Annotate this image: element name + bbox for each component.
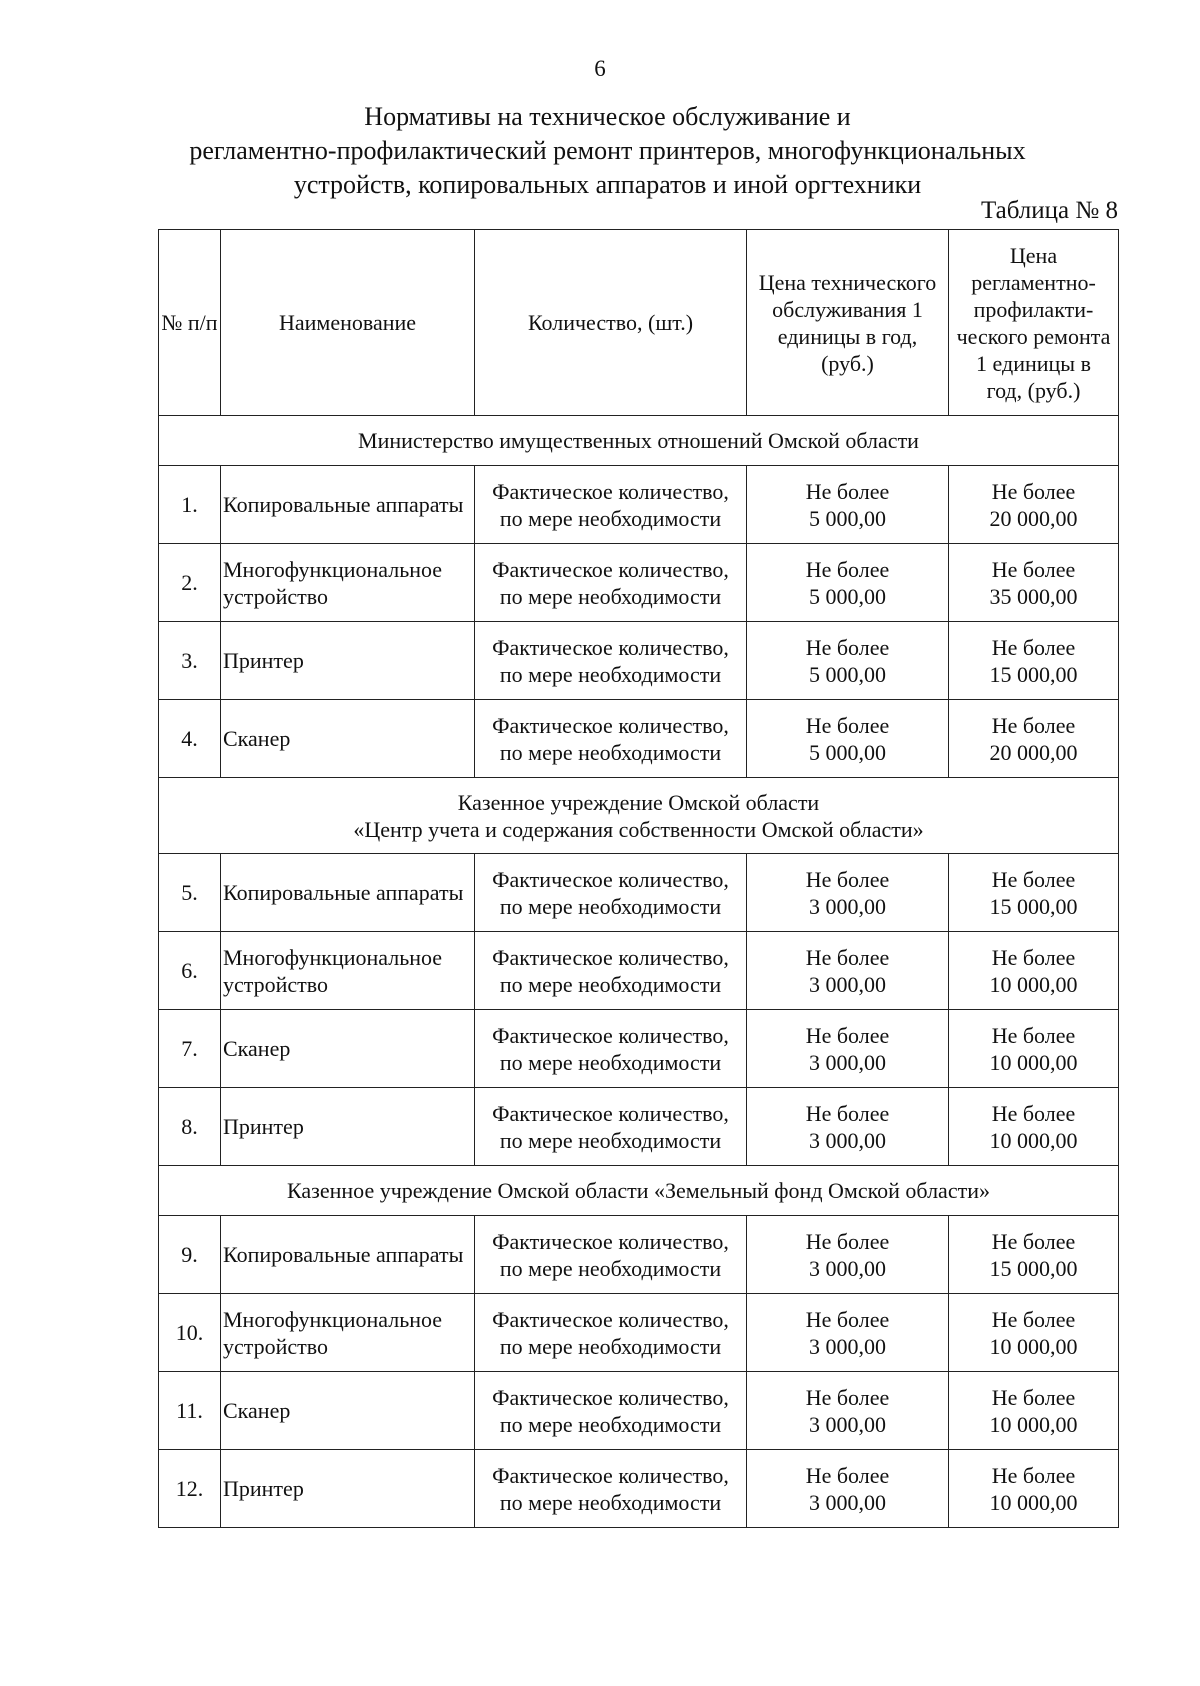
row-repair-price (949, 700, 1119, 778)
header-qty: Количество, (шт.) (475, 230, 747, 416)
service-price-line: Не более (805, 478, 890, 504)
quantity-line: по мере необходимости (499, 739, 722, 765)
quantity-line: Фактическое количество, (492, 478, 729, 504)
header-repair-line: профилакти- (973, 296, 1094, 322)
quantity-line: Фактическое количество, (492, 1384, 729, 1410)
quantity-line: Фактическое количество, (492, 1462, 729, 1488)
quantity-line: Фактическое количество, (492, 712, 729, 738)
section-title (159, 1166, 1119, 1216)
document-title (120, 100, 1095, 202)
service-price-line: Не более (805, 1100, 890, 1126)
table-header-row (159, 230, 1119, 416)
row-quantity (475, 854, 747, 932)
row-service-price (747, 1088, 949, 1166)
header-repair-line: регламентно- (971, 269, 1096, 295)
table-row (159, 1088, 1119, 1166)
repair-price-line: 10 000,00 (989, 1127, 1078, 1153)
row-repair-price (949, 1372, 1119, 1450)
row-number: 4. (159, 700, 221, 778)
header-service-line: обслуживания 1 (772, 296, 923, 322)
repair-price-line: Не более (991, 556, 1076, 582)
quantity-line: Фактическое количество, (492, 1306, 729, 1332)
service-price-line: Не более (805, 1228, 890, 1254)
row-name: Принтер (221, 622, 475, 700)
quantity-line: по мере необходимости (499, 1489, 722, 1515)
section-title-line: Министерство имущественных отношений Омской области (358, 428, 919, 453)
service-price-line: Не более (805, 1306, 890, 1332)
header-repair-price (949, 230, 1119, 416)
row-number: 1. (159, 466, 221, 544)
repair-price-line: Не более (991, 1462, 1076, 1488)
row-name: Копировальные аппараты (221, 466, 475, 544)
service-price-line: 3 000,00 (809, 1255, 886, 1281)
header-repair-line: ческого ремонта (956, 323, 1111, 349)
row-number: 9. (159, 1216, 221, 1294)
quantity-line: Фактическое количество, (492, 556, 729, 582)
repair-price-line: 10 000,00 (989, 1489, 1078, 1515)
row-name: Многофункциональное устройство (221, 1294, 475, 1372)
table-row (159, 932, 1119, 1010)
service-price-line: Не более (805, 556, 890, 582)
row-name: Принтер (221, 1450, 475, 1528)
quantity-line: по мере необходимости (499, 1255, 722, 1281)
row-number: 11. (159, 1372, 221, 1450)
repair-price-line: Не более (991, 866, 1076, 892)
header-repair-line: Цена (1009, 242, 1058, 268)
table-caption: Таблица № 8 (980, 197, 1118, 224)
table-row (159, 1010, 1119, 1088)
service-price-line: 3 000,00 (809, 1411, 886, 1437)
repair-price-line: 15 000,00 (989, 893, 1078, 919)
repair-price-line: 10 000,00 (989, 1411, 1078, 1437)
row-name: Многофункциональное устройство (221, 544, 475, 622)
repair-price-line: 15 000,00 (989, 1255, 1078, 1281)
table-row (159, 622, 1119, 700)
row-service-price (747, 700, 949, 778)
quantity-line: Фактическое количество, (492, 944, 729, 970)
table-row (159, 544, 1119, 622)
row-number: 2. (159, 544, 221, 622)
service-price-line: Не более (805, 634, 890, 660)
row-name: Сканер (221, 1372, 475, 1450)
header-service-line: (руб.) (821, 350, 874, 376)
quantity-line: по мере необходимости (499, 1333, 722, 1359)
row-repair-price (949, 932, 1119, 1010)
repair-price-line: Не более (991, 1384, 1076, 1410)
repair-price-line: 35 000,00 (989, 583, 1078, 609)
row-number: 12. (159, 1450, 221, 1528)
row-service-price (747, 1216, 949, 1294)
service-price-line: 5 000,00 (809, 739, 886, 765)
repair-price-line: 10 000,00 (989, 1049, 1078, 1075)
row-number: 3. (159, 622, 221, 700)
row-name: Сканер (221, 1010, 475, 1088)
repair-price-line: Не более (991, 478, 1076, 504)
service-price-line: 3 000,00 (809, 971, 886, 997)
repair-price-line: Не более (991, 1022, 1076, 1048)
service-price-line: Не более (805, 712, 890, 738)
header-num: № п/п (159, 230, 221, 416)
row-quantity (475, 1216, 747, 1294)
row-repair-price (949, 1216, 1119, 1294)
quantity-line: по мере необходимости (499, 661, 722, 687)
row-quantity (475, 700, 747, 778)
title-line: устройств, копировальных аппаратов и иной оргтехники (293, 170, 922, 199)
repair-price-line: 15 000,00 (989, 661, 1078, 687)
service-price-line: Не более (805, 1462, 890, 1488)
row-repair-price (949, 1088, 1119, 1166)
section-title (159, 416, 1119, 466)
service-price-line: 3 000,00 (809, 1333, 886, 1359)
repair-price-line: 10 000,00 (989, 971, 1078, 997)
row-repair-price (949, 1450, 1119, 1528)
repair-price-line: Не более (991, 712, 1076, 738)
row-number: 7. (159, 1010, 221, 1088)
row-quantity (475, 1088, 747, 1166)
row-repair-price (949, 854, 1119, 932)
section-row (159, 416, 1119, 466)
title-line: регламентно-профилактический ремонт принтеров, многофункциональных (189, 136, 1026, 165)
row-number: 5. (159, 854, 221, 932)
row-service-price (747, 544, 949, 622)
row-name: Многофункциональное устройство (221, 932, 475, 1010)
row-repair-price (949, 1294, 1119, 1372)
row-quantity (475, 1450, 747, 1528)
row-service-price (747, 932, 949, 1010)
quantity-line: по мере необходимости (499, 893, 722, 919)
section-row (159, 1166, 1119, 1216)
row-service-price (747, 1450, 949, 1528)
row-quantity (475, 622, 747, 700)
repair-price-line: Не более (991, 1306, 1076, 1332)
section-title-line: «Центр учета и содержания собственности Омской области» (353, 816, 924, 842)
header-repair-line: год, (руб.) (986, 377, 1081, 403)
service-price-line: 5 000,00 (809, 505, 886, 531)
section-title-line: Казенное учреждение Омской области «Земельный фонд Омской области» (287, 1178, 990, 1203)
page-number: 6 (594, 56, 606, 81)
repair-price-line: 10 000,00 (989, 1333, 1078, 1359)
quantity-line: по мере необходимости (499, 1411, 722, 1437)
row-service-price (747, 622, 949, 700)
header-service-line: единицы в год, (777, 323, 918, 349)
service-price-line: 5 000,00 (809, 661, 886, 687)
quantity-line: по мере необходимости (499, 583, 722, 609)
row-repair-price (949, 544, 1119, 622)
row-quantity (475, 466, 747, 544)
quantity-line: по мере необходимости (499, 1127, 722, 1153)
header-name: Наименование (221, 230, 475, 416)
row-repair-price (949, 466, 1119, 544)
row-name: Копировальные аппараты (221, 854, 475, 932)
service-price-line: 3 000,00 (809, 1489, 886, 1515)
quantity-line: по мере необходимости (499, 971, 722, 997)
row-name: Принтер (221, 1088, 475, 1166)
row-name: Копировальные аппараты (221, 1216, 475, 1294)
section-row (159, 778, 1119, 854)
repair-price-line: Не более (991, 1228, 1076, 1254)
row-quantity (475, 1294, 747, 1372)
quantity-line: Фактическое количество, (492, 1022, 729, 1048)
table-row (159, 1294, 1119, 1372)
row-quantity (475, 932, 747, 1010)
quantity-line: Фактическое количество, (492, 1100, 729, 1126)
quantity-line: Фактическое количество, (492, 634, 729, 660)
service-price-line: 3 000,00 (809, 1049, 886, 1075)
header-repair-line: 1 единицы в (976, 350, 1091, 376)
header-service-price (747, 230, 949, 416)
table-row (159, 700, 1119, 778)
table-row (159, 1450, 1119, 1528)
repair-price-line: 20 000,00 (989, 505, 1078, 531)
row-number: 10. (159, 1294, 221, 1372)
table-row (159, 1216, 1119, 1294)
row-quantity (475, 544, 747, 622)
repair-price-line: 20 000,00 (989, 739, 1078, 765)
header-service-line: Цена технического (758, 269, 937, 295)
table-row (159, 466, 1119, 544)
service-price-line: 3 000,00 (809, 893, 886, 919)
service-price-line: Не более (805, 1384, 890, 1410)
section-title-line: Казенное учреждение Омской области (457, 789, 820, 815)
row-service-price (747, 854, 949, 932)
repair-price-line: Не более (991, 1100, 1076, 1126)
quantity-line: по мере необходимости (499, 1049, 722, 1075)
service-price-line: Не более (805, 1022, 890, 1048)
row-service-price (747, 1372, 949, 1450)
row-quantity (475, 1372, 747, 1450)
repair-price-line: Не более (991, 944, 1076, 970)
table-row (159, 1372, 1119, 1450)
section-title (159, 778, 1119, 854)
quantity-line: Фактическое количество, (492, 866, 729, 892)
row-service-price (747, 1294, 949, 1372)
row-repair-price (949, 622, 1119, 700)
service-price-line: 5 000,00 (809, 583, 886, 609)
repair-price-line: Не более (991, 634, 1076, 660)
table-row (159, 854, 1119, 932)
quantity-line: по мере необходимости (499, 505, 722, 531)
service-price-line: Не более (805, 866, 890, 892)
row-repair-price (949, 1010, 1119, 1088)
row-quantity (475, 1010, 747, 1088)
service-price-line: Не более (805, 944, 890, 970)
row-number: 8. (159, 1088, 221, 1166)
row-number: 6. (159, 932, 221, 1010)
quantity-line: Фактическое количество, (492, 1228, 729, 1254)
service-price-line: 3 000,00 (809, 1127, 886, 1153)
title-line: Нормативы на техническое обслуживание и (364, 102, 851, 131)
row-name: Сканер (221, 700, 475, 778)
row-service-price (747, 1010, 949, 1088)
norms-table (158, 229, 1119, 1528)
row-service-price (747, 466, 949, 544)
